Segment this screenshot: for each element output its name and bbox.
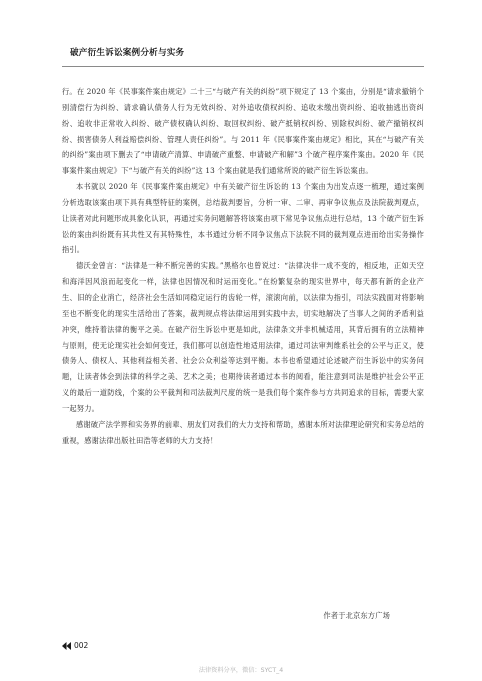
running-header-title: 破产衍生诉讼案例分析与实务 — [70, 48, 185, 58]
header-divider — [62, 66, 424, 67]
paragraph: 德沃金曾言：“法律是一种不断完善的实践。”黑格尔也曾说过：“法律决非一成不变的，相反地，正如天空和海洋因风浪而起变化一样，法律也因情况和时运而变化。”在纷繁复杂的现实世界中，每天都有新的企业产生、旧的企业消亡，经济社会生活如同稳定运行的齿轮一样，滚滚向前，以法律为指引，司法实践面对将影响至也不断变化的现实生活给出了答案，裁判规点将法律运用到实践中去，切实地解决了当事人之间的矛盾利益冲突，维持着法律的衡平之美。在破产衍生诉讼中更是如此，法律条文并非机械适用，其背后拥有的立法精神与原则，使无论现实社会如何变迁，我们都可以创造性地适用法律，通过司法审判维系社会的公平与正义，使债务人、债权人、其他利益相关者、社会公众利益等达到平衡。本书也希望通过论述破产衍生诉讼中的实务问题，让读者体会到法律的科学之美、艺术之美；也期待读者通过本书的阅看，能注意到司法是维护社会公平正义的最后一道防线，个案的公平裁判和司法裁判尺度的统一是我们每个案件参与方共同追求的目标，需要大家一起努力。 — [62, 261, 424, 413]
footer-watermark-note: 法律资料分享，微信：SYCT_4 — [198, 667, 284, 674]
page-number: 002 — [74, 641, 89, 650]
double-left-arrow-icon — [62, 642, 71, 650]
paragraph: 本书就以 2020 年《民事案件案由规定》中有关破产衍生诉讼的 13 个案由为出发点逐一梳理，通过案例分析选取该案由项下具有典型特征的案例，总结裁判要旨，分析一审、二审、再审争议焦点及法院裁判观点，让读者对此问题形成具象化认识，再通过实务问题解答将该案由项下常见争议焦点进行总结，13 个破产衍生诉讼的案由纠纷既有其共性又有其特殊性，本书通过分析不同争议焦点下法院不同的裁判观点进而给出实务操作指引。 — [62, 182, 424, 255]
body-text — [62, 84, 424, 448]
paragraph: 行。在 2020 年《民事案件案由规定》二十三“与破产有关的纠纷”项下规定了 13 个案由，分别是“请求撤销个别清偿行为纠纷、请求确认债务人行为无效纠纷、对外追收债权纠纷、追收未缴出资纠纷、追收抽逃出资纠纷、追收非正常收入纠纷、破产债权确认纠纷、取回权纠纷、破产抵销权纠纷、别除权纠纷、破产撤销权纠纷、损害债务人利益赔偿纠纷、管理人责任纠纷”。与 2011 年《民事案件案由规定》相比，其在“与破产有关的纠纷”案由项下删去了“申请破产清算、申请破产重整、申请破产和解”3 个破产程序案件案由。2020 年《民事案件案由规定》下“与破产有关的纠纷”这 13 个案由就是我们通常所说的破产衍生诉讼案由。 — [62, 87, 424, 176]
page-number-block — [62, 641, 88, 650]
author-signature: 作者于北京东方广场 — [323, 611, 390, 620]
paragraph: 感谢破产法学界和实务界的前辈、朋友们对我们的大力支持和帮助，感谢本所对法律理论研究和实务总结的重视，感谢法律出版社田浩等老师的大力支持！ — [62, 419, 424, 445]
